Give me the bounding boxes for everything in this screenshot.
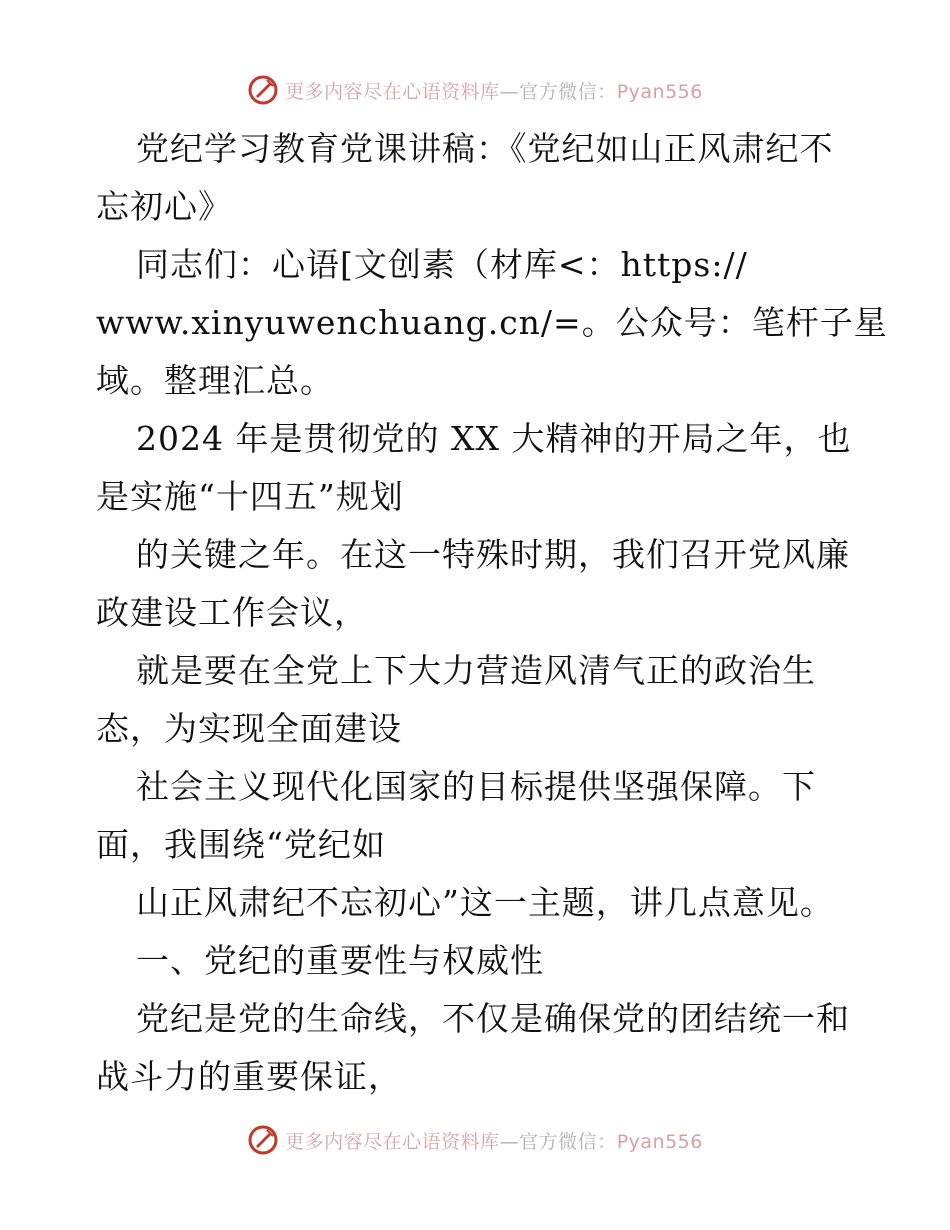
document-body xyxy=(96,120,888,1106)
watermark-text xyxy=(285,1127,703,1154)
header-watermark xyxy=(0,70,950,110)
watermark-official: 官方微信： xyxy=(519,1130,617,1153)
text-line: 政建设工作会议， xyxy=(96,593,368,632)
text-line: 同志们：心语[文创素（材库<：https:// xyxy=(136,245,748,284)
watermark-main: 更多内容尽在心语资料库 xyxy=(285,1130,500,1153)
text-line: 山正风肃纪不忘初心”这一主题，讲几点意见。 xyxy=(136,883,834,922)
text-line: 忘初心》 xyxy=(96,187,232,226)
text-line: 一、党纪的重要性与权威性 xyxy=(136,941,544,980)
quill-logo-icon xyxy=(247,1124,279,1156)
watermark-main: 更多内容尽在心语资料库 xyxy=(285,80,500,103)
watermark-separator: — xyxy=(499,80,520,103)
text-line: 2024 年是贯彻党的 XX 大精神的开局之年，也 xyxy=(136,419,852,458)
footer-watermark xyxy=(0,1120,950,1160)
watermark-official: 官方微信： xyxy=(519,80,617,103)
text-line: 态，为实现全面建设 xyxy=(96,709,402,748)
text-line: 面，我围绕“党纪如 xyxy=(96,825,386,864)
watermark-id: Pyan556 xyxy=(616,1130,703,1153)
text-line: 党纪学习教育党课讲稿：《党纪如山正风肃纪不 xyxy=(136,129,834,168)
text-line: 就是要在全党上下大力营造风清气正的政治生 xyxy=(136,651,816,690)
text-line: 是实施“十四五”规划 xyxy=(96,477,404,516)
watermark-separator: — xyxy=(499,1130,520,1153)
text-line: 社会主义现代化国家的目标提供坚强保障。下 xyxy=(136,767,816,806)
text-line: 的关键之年。在这一特殊时期，我们召开党风廉 xyxy=(136,535,850,574)
text-line: www.xinyuwenchuang.cn/=。公众号：笔杆子星 xyxy=(96,303,888,342)
watermark-id: Pyan556 xyxy=(616,80,703,103)
text-line: 域。整理汇总。 xyxy=(96,361,334,400)
watermark-text xyxy=(285,77,703,104)
text-line: 战斗力的重要保证， xyxy=(96,1057,402,1096)
text-line: 党纪是党的生命线，不仅是确保党的团结统一和 xyxy=(136,999,850,1038)
quill-logo-icon xyxy=(247,74,279,106)
